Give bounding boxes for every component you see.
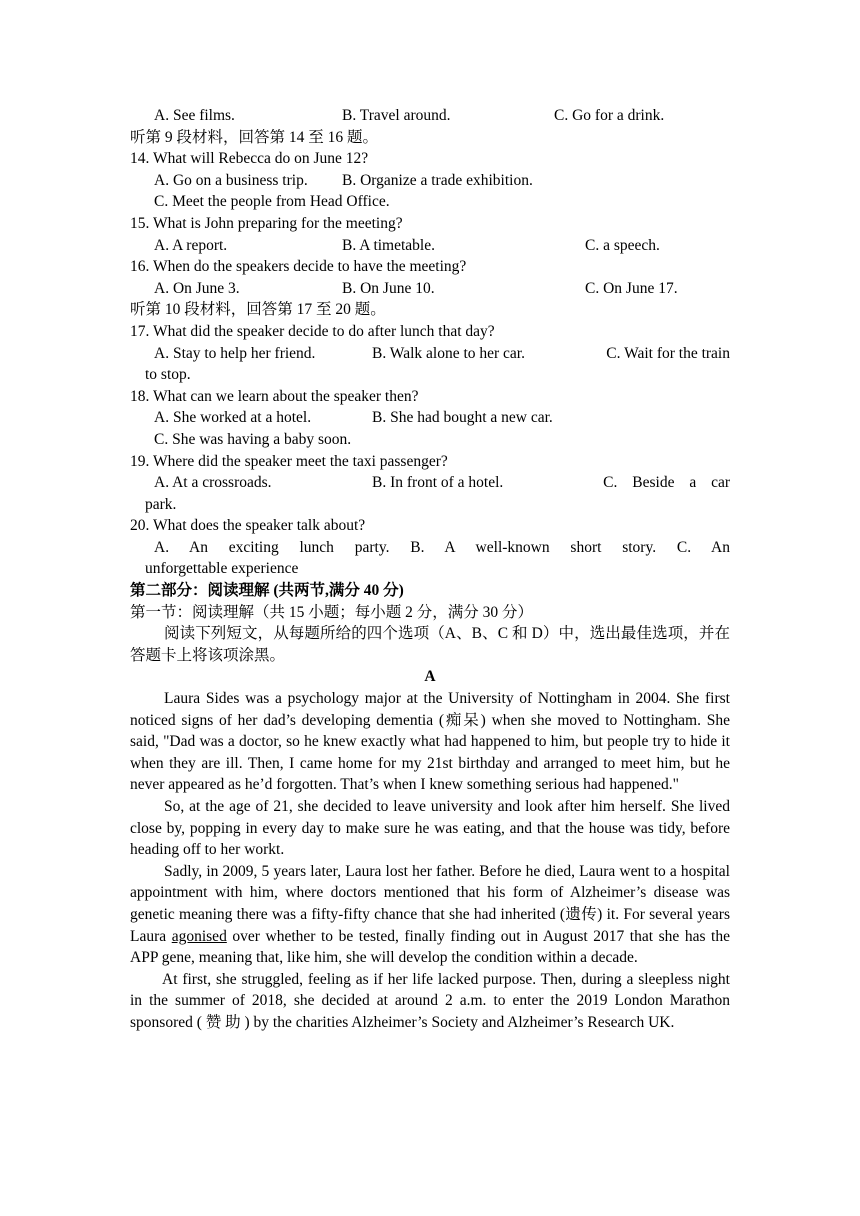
question-14: 14. What will Rebecca do on June 12?	[130, 150, 369, 168]
instructions	[130, 623, 730, 666]
option-a: A. See films.	[154, 107, 235, 124]
options-row-20-continued: unforgettable experience	[145, 560, 299, 578]
option-c-continued: to stop.	[145, 366, 191, 384]
underlined-word: agonised	[171, 927, 227, 945]
question-19: 19. Where did the speaker meet the taxi passenger?	[130, 452, 448, 470]
paragraph-3-part-1: Sadly, in 2009, 5 years later, Laura lost her father. Before he died, Laura went to a hospital appointment with him, where doctors mentioned that his form of Alzheimer’s disease was genetic meaning there was a fifty-fifty chance that she had inherited (遗传) it. For several years Laura	[130, 862, 730, 945]
option-c-continued: park.	[145, 495, 177, 513]
option-b: B. Travel around.	[342, 107, 451, 124]
option-c: C. She was having a baby soon.	[154, 430, 352, 448]
options-row-14	[130, 170, 730, 192]
part-2-subtitle: 第一节：阅读理解（共 15 小题；每小题 2 分，满分 30 分）	[130, 603, 534, 621]
option-b: B. Walk alone to her car.	[372, 344, 525, 362]
option-a: A. Go on a business trip.	[154, 171, 308, 189]
exam-page	[130, 105, 730, 1034]
option-a: A. On June 3.	[154, 279, 240, 297]
question-17: 17. What did the speaker decide to do after lunch that day?	[130, 322, 495, 340]
option-a: A. Stay to help her friend.	[154, 344, 316, 362]
option-c: C. Beside a car	[603, 474, 730, 492]
options-row-13	[130, 105, 730, 127]
option-c: C. Wait for the train	[606, 344, 730, 362]
option-c: C. Go for a drink.	[554, 107, 665, 124]
paragraph-3	[130, 861, 730, 969]
paragraph-1: Laura Sides was a psychology major at the University of Nottingham in 2004. She first noticed signs of her dad’s developing dementia (痴呆) when she moved to Nottingham. She said, "Dad was a doctor, so he knew exactly what had happened to him, but people try to hide it when they are ill. Then, I came home for my 21st birthday and arranged to meet him, but he never appeared as he’d forgotten. That’s when I knew something serious had happened."	[130, 690, 730, 794]
paragraph-2: So, at the age of 21, she decided to leave university and look after him herself. She lived close by, popping in every day to make sure he was eating, and that the house was tidy, before heading off to her workt.	[130, 798, 730, 859]
option-b: B. On June 10.	[342, 279, 435, 297]
section-9-heading: 听第 9 段材料，回答第 14 至 16 题。	[130, 128, 379, 146]
options-row-20: A. An exciting lunch party. B. A well-known short story. C. An	[154, 538, 730, 556]
paragraph-3-part-2: over whether to be tested, finally finding out in August 2017 that she has the APP gene, meaning that, like him, she will develop the condition within a decade.	[130, 927, 730, 967]
option-b: B. In front of a hotel.	[372, 474, 504, 492]
options-row-15	[130, 235, 730, 257]
passage-a	[130, 688, 730, 1034]
question-15: 15. What is John preparing for the meeting?	[130, 214, 403, 232]
question-18: 18. What can we learn about the speaker then?	[130, 387, 419, 405]
passage-label: A	[424, 668, 436, 686]
option-b: B. Organize a trade exhibition.	[342, 171, 533, 189]
options-row-17	[130, 343, 730, 365]
options-row-16	[130, 278, 730, 300]
question-16: 16. When do the speakers decide to have the meeting?	[130, 258, 467, 276]
part-2-title: 第二部分：阅读理解 (共两节,满分 40 分)	[130, 582, 404, 600]
paragraph-4: At first, she struggled, feeling as if her life lacked purpose. Then, during a sleepless night in the summer of 2018, she decided at around 2 a.m. to enter the 2019 London Marathon sponsored ( 赞 助 ) by the charities Alzheimer’s Society and Alzheimer’s Research UK.	[130, 970, 730, 1031]
option-b: B. A timetable.	[342, 236, 435, 254]
instructions-text: 阅读下列短文，从每题所给的四个选项（A、B、C 和 D）中，选出最佳选项，并在答题卡上将该项涂黑。	[130, 625, 730, 664]
option-a: A. At a crossroads.	[154, 474, 272, 492]
option-a: A. A report.	[154, 236, 228, 254]
section-10-heading: 听第 10 段材料，回答第 17 至 20 题。	[130, 301, 386, 319]
option-c: C. Meet the people from Head Office.	[154, 193, 390, 211]
option-b: B. She had bought a new car.	[372, 409, 553, 427]
option-c: C. a speech.	[585, 236, 660, 254]
option-a: A. She worked at a hotel.	[154, 409, 312, 427]
option-c: C. On June 17.	[585, 279, 678, 297]
question-20: 20. What does the speaker talk about?	[130, 517, 366, 535]
options-row-18	[130, 407, 730, 429]
options-row-19	[130, 472, 730, 494]
